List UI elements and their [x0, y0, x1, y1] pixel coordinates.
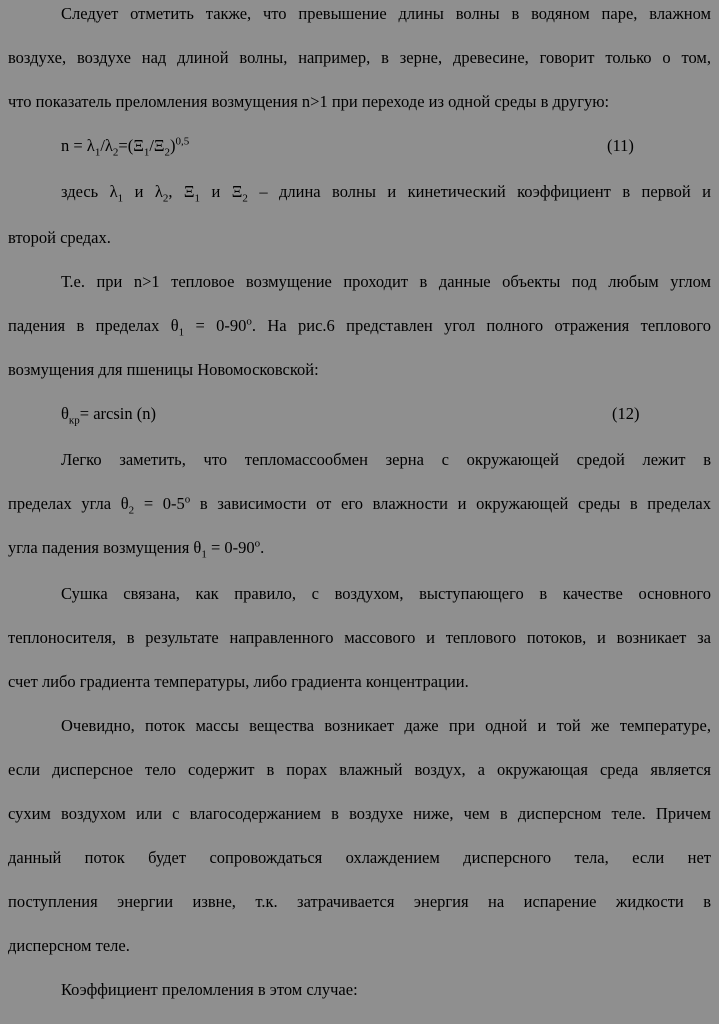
paragraph-line: Т.е. при n>1 тепловое возмущение проходит в данные объекты под любым углом [61, 272, 711, 291]
paragraph-line: теплоносителя, в результате направленного массового и теплового потоков, и возникает за [8, 628, 711, 647]
paragraph-line: Легко заметить, что тепломассообмен зерна с окружающей средой лежит в [61, 450, 711, 469]
paragraph-line: Коэффициент преломления в этом случае: [61, 980, 358, 999]
paragraph-line: поступления энергии извне, т.к. затрачивается энергия на испарение жидкости в [8, 892, 711, 911]
paragraph-line: что показатель преломления возмущения n>1 при переходе из одной среды в другую: [8, 92, 610, 111]
paragraph-line: пределах угла $\theta_2 = 0-5^o$ в зависимости от его влажности и окружающей среды в пределах [8, 493, 711, 517]
formula-11: $n = \lambda_1/\lambda_2=(\Xi_1/\Xi_2)^{0,5}$ [61, 135, 190, 159]
equation-number-11: (11) [607, 136, 634, 155]
formula-12: $\theta_{кр}= \arcsin (n)$ [61, 404, 156, 427]
paragraph-line: Сушка связана, как правило, с воздухом, выступающего в качестве основного [61, 584, 711, 603]
paragraph-line: дисперсном теле. [8, 936, 130, 955]
paragraph-line: данный поток будет сопровождаться охлаждением дисперсного тела, если нет [8, 848, 711, 867]
paragraph-line: счет либо градиента температуры, либо градиента концентрации. [8, 672, 469, 691]
equation-number-12: (12) [612, 404, 640, 423]
paragraph-line: здесь $\lambda_1$ и $\lambda_2$, $\Xi_1$ и $\Xi_2$ – длина волны и кинетический коэффициент в первой и [61, 182, 711, 205]
paragraph-line: воздухе, воздухе над длиной волны, например, в зерне, древесине, говорит только о том, [8, 48, 711, 67]
paragraph-line: второй средах. [8, 228, 111, 247]
paragraph-line: сухим воздухом или с влагосодержанием в воздухе ниже, чем в дисперсном теле. Причем [8, 804, 711, 823]
paragraph-line: угла падения возмущения $\theta_1 = 0-90^o$. [8, 537, 265, 561]
paragraph-line: Очевидно, поток массы вещества возникает даже при одной и той же температуре, [61, 716, 711, 735]
paragraph-line: Следует отметить также, что превышение длины волны в водяном паре, влажном [61, 4, 711, 23]
paragraph-line: если дисперсное тело содержит в порах влажный воздух, а окружающая среда является [8, 760, 711, 779]
paragraph-line: возмущения для пшеницы Новомосковской: [8, 360, 319, 379]
paragraph-line: падения в пределах $\theta_1 = 0-90^o$. На рис.6 представлен угол полного отражения теплового [8, 315, 711, 339]
